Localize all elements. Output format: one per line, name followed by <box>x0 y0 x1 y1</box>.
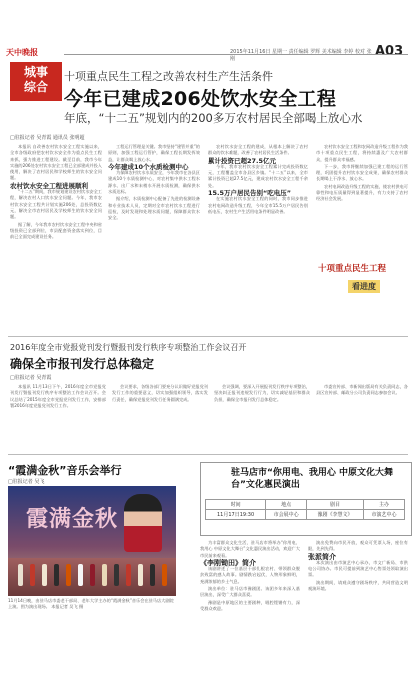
paragraph: 为保障农村饮水水质安全，今年我市在各县区建成10个水质检测中心，对农村集中供水工程水源水、出厂水和末梢水开展水质检测，确保供水水质达标。 <box>108 170 200 195</box>
performer <box>126 564 131 586</box>
performer <box>30 564 35 586</box>
badge-title: 十项重点民生工程 <box>318 264 387 274</box>
table-header-row <box>206 500 405 510</box>
header-rule <box>64 54 408 55</box>
paragraph: 演出单位：驻马店市豫剧团。该团多年来深入基层演出，深受广大群众喜爱。 <box>200 586 300 598</box>
lead-subtitle-investment: 累计投资已超27.5亿元 <box>208 156 277 165</box>
page-number: A03 <box>375 44 404 59</box>
paragraph: 据介绍，水质检测中心配备了先进的检测设备和专业技术人员，定期对全市农村饮水工程进行巡检，及时发现和处理水质问题，保障群众饮水安全。 <box>108 196 200 221</box>
table-header: 时间 <box>206 500 266 510</box>
performer <box>78 564 83 586</box>
table-header: 主办 <box>363 500 404 510</box>
table-cell: 市演艺中心 <box>363 510 404 520</box>
section-divider <box>8 454 408 455</box>
lead-column-4 <box>316 144 408 258</box>
table-cell: 11月17日19:30 <box>206 510 266 520</box>
performer <box>138 564 143 586</box>
paragraph: 演出免费向市民开放，观众可凭票入场，座位有限，先到先得。 <box>308 540 408 552</box>
concert-photo <box>8 486 176 596</box>
paragraph: 本报讯 自改善农村饮水安全工程实施以来，全市各级政府把农村饮水安全作为重点民生工程来抓，强力推进工程建设。截至目前，我市今年实施的206处农村饮水安全工程已全部建成并投入使用，解决了农村居民和学校师生的饮水安全问题。 <box>10 144 102 181</box>
lead-subtitle-progress: 农村饮水安全工程进展顺利 <box>10 181 88 190</box>
paragraph: 在实施农村饮水安全工程的同时，我市同步推进农村电网改造升级工程，今年全市15.5万户居民告别低电压，农村生产生活用电条件明显改善。 <box>208 196 308 214</box>
paragraph: 市委宣传部、市新闻出版局有关负责同志，各县区宣传部、邮政分公司负责同志参加会议。 <box>316 384 408 396</box>
badge-tag: 看进度 <box>348 280 380 293</box>
newspaper-logo: 天中晚报 <box>6 48 38 57</box>
table-row <box>206 510 405 520</box>
play-intro-title: 《李刚锄田》简介 <box>200 558 256 567</box>
section-tag-line1: 城事 <box>23 65 48 79</box>
event-title: 驻马店市“你用电、我用心 中原文化大舞台”文化惠民演出 <box>231 468 394 490</box>
performer <box>18 564 23 586</box>
table-header: 地点 <box>266 500 307 510</box>
article2-column-3 <box>214 384 310 450</box>
event-notes-right <box>308 540 408 670</box>
event-table <box>205 499 405 520</box>
paragraph: 会议强调，要深入开展报刊发行秩序专项整治，坚决纠正报刊违规发行行为，切实减轻基层和群众负担，确保全市报刊发行总体稳定。 <box>214 384 310 402</box>
section-tag <box>10 62 62 101</box>
article2-column-4 <box>316 384 408 450</box>
table-cell: 市会展中心 <box>266 510 307 520</box>
article2-byline: □驻报记者 吴青霞 <box>10 375 52 381</box>
paragraph: 豫剧是中原地区的主要剧种，唱腔铿锵有力，深受群众欢迎。 <box>200 599 300 611</box>
stage <box>8 558 176 596</box>
issue-line: 2015年11月16日 星期一 责任编辑 罗辉 美术编辑 李婷 校对 张刚 <box>230 49 372 62</box>
paragraph: 今年，我市农村饮水安全工程累计完成投资数亿元，工程覆盖全市各县区乡镇。“十二五”以来，全市累计投资已超27.5亿元，建成农村饮水安全工程千余处。 <box>208 163 308 188</box>
article2-column-1 <box>10 384 106 450</box>
event-notes-left <box>200 540 300 670</box>
paragraph: 为丰富群众文化生活，驻马店市将举办“你用电、我用心 中原文化大舞台”文化惠民演出活动，欢迎广大市民前来观看。 <box>200 540 300 558</box>
paragraph: 下一步，我市将继续加强已建工程的运行管理，巩固提升农村饮水安全成果，确保农村群众长期喝上干净水、放心水。 <box>316 163 408 182</box>
paragraph: 该剧讲述了一位基层干部扎根农村、带领群众脱贫致富的感人故事。剧情跌宕起伏，人物形象鲜明，充满浓郁的乡土气息。 <box>200 566 300 584</box>
performer <box>66 564 71 586</box>
paragraph: 工程运行管理是关键。我市坚持“建管并重”的原则，加强工程运行管护，确保工程长期发挥效益，让群众喝上放心水。 <box>108 144 200 162</box>
article2-headline: 确保全市报刊发行总体稳定 <box>10 357 155 371</box>
article2-kicker: 2016年度全市党报党刊发行暨报刊发行秩序专项整治工作会议召开 <box>10 343 247 352</box>
school-intro-title: 张派简介 <box>308 552 336 561</box>
performer <box>102 564 107 586</box>
paragraph: 农村饮水安全工程和农网改造升级工程作为我市十项重点民生工程，将持续惠及广大农村群众，提升群众幸福感。 <box>316 144 408 162</box>
paragraph: 农村饮水安全工程的建成，从根本上解决了农村群众的饮水难题，改善了农村居民生活条件。 <box>208 144 308 156</box>
lead-subhead: 年底，“十二五”规划内的200多万农村居民全部喝上放心水 <box>64 111 363 125</box>
performer <box>150 564 155 586</box>
paragraph: 演出期间，请观众遵守剧场秩序，共同营造文明观演环境。 <box>308 579 408 592</box>
singer-portrait <box>124 494 162 552</box>
photo-banner-text: 霞满金秋 <box>26 506 119 532</box>
performer <box>54 564 59 586</box>
lead-kicker: 十项重点民生工程之改善农村生产生活条件 <box>64 70 273 83</box>
section-divider <box>8 336 408 337</box>
paragraph: 本次演出由市演艺中心承办，市文广新局、市供电公司协办。市民可提前到演艺中心售票处领取演出票。 <box>308 559 408 578</box>
performer <box>162 564 167 586</box>
project-badge <box>318 262 408 302</box>
event-box <box>200 462 412 536</box>
concert-byline: □驻报记者 吴飞 <box>8 479 45 485</box>
lead-subtitle-testing: 今年建成10个水质检测中心 <box>108 162 189 171</box>
paragraph: “十二五”期间，我市规划建设农村饮水安全工程，解决农村人口饮水安全问题。今年，我市农村饮水安全工程共计划实施206处，总投资数亿元，解决全市农村居民及学校师生的饮水安全问题。 <box>10 189 102 220</box>
paragraph: 本报讯 11月13日下午，2016年度全市党报党刊发行暨报刊发行秩序专项整治工作会议召开。会议总结了2015年度全市党报党刊发行工作，安排部署2016年度党报党刊发行工作。 <box>10 384 106 408</box>
paragraph: 农村电网改造升级工程的实施，使农村供电可靠性和电压质量得到显著提升，有力支持了农村经济社会发展。 <box>316 183 408 202</box>
section-tag-line2: 综合 <box>23 80 48 94</box>
performer <box>90 564 95 586</box>
performer <box>42 564 47 586</box>
article2-column-2 <box>112 384 208 450</box>
photo-caption: 11月14日晚，由驻马店市委老干部局、老年大学主办的“霞满金秋”音乐会在驻马店大剧院上演。图为演出现场。 本报记者 吴飞 摄 <box>8 598 174 609</box>
concert-headline: “霞满金秋”音乐会举行 <box>8 464 122 477</box>
lead-headline: 今年已建成206处饮水安全工程 <box>64 88 337 110</box>
lead-column-3 <box>208 144 308 330</box>
table-cell: 豫剧《李慧文》 <box>307 510 364 520</box>
paragraph: 据了解，今年我市农村饮水安全工程中央和省级投资已全部到位，市县配套资金落实到位，目前已全面完成建设任务。 <box>10 221 102 240</box>
lead-column-1 <box>10 144 102 330</box>
paragraph: 会议要求，各级各部门要充分认识做好党报党刊发行工作的重要意义，切实加强组织领导，落实发行责任，确保党报党刊发行任务圆满完成。 <box>112 384 208 402</box>
table-header: 剧目 <box>307 500 364 510</box>
performer <box>114 564 119 586</box>
lead-column-2 <box>108 144 200 330</box>
lead-subtitle-voltage: 15.5万户居民告别“吃电压” <box>208 189 292 198</box>
lead-byline: □驻报记者 吴青霞 通讯员 张明超 <box>10 135 85 141</box>
